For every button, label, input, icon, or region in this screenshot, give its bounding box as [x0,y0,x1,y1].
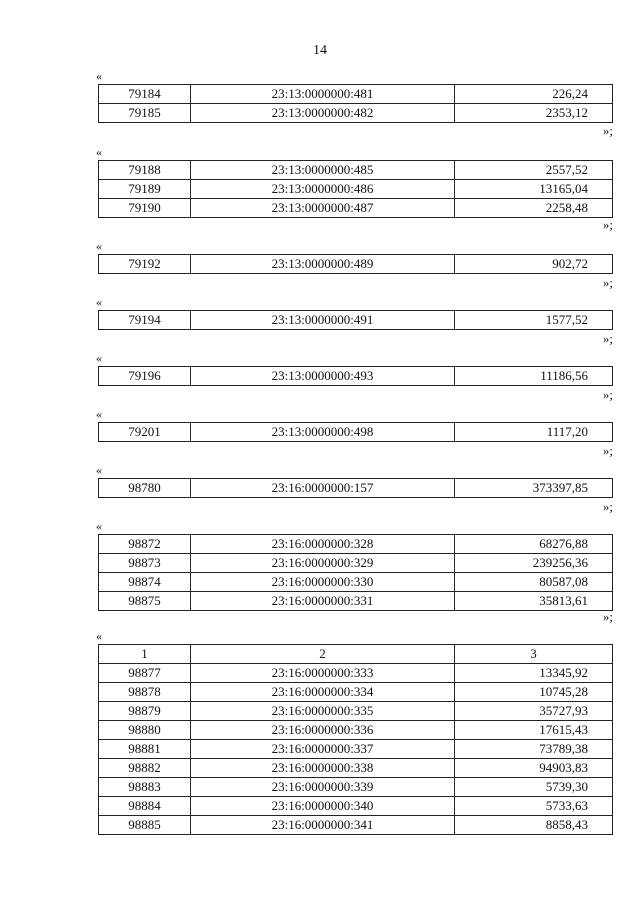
plot-number-cell: 79190 [99,199,191,218]
cadastral-number-cell: 23:13:0000000:491 [191,311,455,330]
cadastral-number-cell: 23:13:0000000:489 [191,255,455,274]
cadastral-number-cell: 23:16:0000000:341 [191,816,455,835]
area-cell: 5739,30 [455,778,613,797]
area-cell: 35813,61 [455,592,613,611]
area-cell: 1577,52 [455,311,613,330]
plot-number-cell: 98873 [99,554,191,573]
plot-number-cell: 98780 [99,479,191,498]
area-cell: 239256,36 [455,554,613,573]
area-cell: 73789,38 [455,740,613,759]
area-cell: 8858,43 [455,816,613,835]
cadastral-number-cell: 23:16:0000000:334 [191,683,455,702]
opening-quote: « [96,519,102,533]
closing-quote: »; [602,443,613,458]
table-row [99,311,613,330]
table-row [99,573,613,592]
plot-number-cell: 98884 [99,797,191,816]
table-row [99,180,613,199]
area-cell: 80587,08 [455,573,613,592]
opening-quote: « [96,145,102,159]
cadastral-number-cell: 23:16:0000000:340 [191,797,455,816]
closing-quote: »; [602,123,613,138]
closing-quote: »; [602,331,613,346]
area-cell: 13345,92 [455,664,613,683]
opening-quote: « [96,463,102,477]
opening-quote: « [96,295,102,309]
table-row [99,255,613,274]
cadastral-number-cell: 23:16:0000000:329 [191,554,455,573]
area-cell: 10745,28 [455,683,613,702]
opening-quote: « [96,351,102,365]
area-cell: 68276,88 [455,535,613,554]
opening-quote: « [96,239,102,253]
plot-number-cell: 98881 [99,740,191,759]
plot-number-cell: 79188 [99,161,191,180]
cadastral-number-cell: 23:13:0000000:485 [191,161,455,180]
area-cell: 13165,04 [455,180,613,199]
table-row [99,104,613,123]
area-cell: 2353,12 [455,104,613,123]
table-row [99,778,613,797]
table-row [99,479,613,498]
table-row [99,592,613,611]
plot-number-cell: 98880 [99,721,191,740]
cadastral-number-cell: 23:16:0000000:333 [191,664,455,683]
land-plot-table [98,84,613,123]
table-row [99,664,613,683]
plot-number-cell: 79185 [99,104,191,123]
area-cell: 17615,43 [455,721,613,740]
cadastral-number-cell: 23:13:0000000:486 [191,180,455,199]
plot-number-cell: 98875 [99,592,191,611]
table-row [99,797,613,816]
land-plot-table [98,310,613,330]
area-cell: 35727,93 [455,702,613,721]
cadastral-number-cell: 23:13:0000000:498 [191,423,455,442]
table-header-row [99,645,613,664]
plot-number-cell: 98877 [99,664,191,683]
table-row [99,740,613,759]
area-cell: 902,72 [455,255,613,274]
table-row [99,721,613,740]
plot-number-cell: 98879 [99,702,191,721]
cadastral-number-cell: 23:16:0000000:335 [191,702,455,721]
plot-number-cell: 79194 [99,311,191,330]
plot-number-cell: 79192 [99,255,191,274]
closing-quote: »; [602,387,613,402]
plot-number-cell: 79196 [99,367,191,386]
area-cell: 226,24 [455,85,613,104]
land-plot-table [98,478,613,498]
plot-number-cell: 98883 [99,778,191,797]
area-cell: 1117,20 [455,423,613,442]
table-row [99,199,613,218]
plot-number-cell: 98878 [99,683,191,702]
closing-quote: »; [602,275,613,290]
cadastral-number-cell: 23:16:0000000:336 [191,721,455,740]
area-cell: 373397,85 [455,479,613,498]
area-cell: 11186,56 [455,367,613,386]
plot-number-cell: 79184 [99,85,191,104]
table-row [99,423,613,442]
land-plot-table [98,534,613,611]
table-row [99,85,613,104]
land-plot-table [98,644,613,835]
table-row [99,702,613,721]
cadastral-number-cell: 23:13:0000000:493 [191,367,455,386]
cadastral-number-cell: 23:16:0000000:330 [191,573,455,592]
land-plot-table [98,366,613,386]
opening-quote: « [96,407,102,421]
plot-number-cell: 79201 [99,423,191,442]
opening-quote: « [96,629,102,643]
land-plot-table [98,422,613,442]
area-cell: 2258,48 [455,199,613,218]
cadastral-number-cell: 23:13:0000000:487 [191,199,455,218]
cadastral-number-cell: 2 [191,645,455,664]
cadastral-number-cell: 23:13:0000000:481 [191,85,455,104]
land-plot-table [98,254,613,274]
table-row [99,535,613,554]
cadastral-number-cell: 23:13:0000000:482 [191,104,455,123]
table-row [99,759,613,778]
closing-quote: »; [602,609,613,624]
plot-number-cell: 98874 [99,573,191,592]
cadastral-number-cell: 23:16:0000000:331 [191,592,455,611]
table-row [99,161,613,180]
area-cell: 3 [455,645,613,664]
plot-number-cell: 98882 [99,759,191,778]
area-cell: 94903,83 [455,759,613,778]
cadastral-number-cell: 23:16:0000000:328 [191,535,455,554]
table-row [99,683,613,702]
plot-number-cell: 79189 [99,180,191,199]
opening-quote: « [96,69,102,83]
area-cell: 2557,52 [455,161,613,180]
table-row [99,367,613,386]
table-row [99,554,613,573]
plot-number-cell: 98872 [99,535,191,554]
table-row [99,816,613,835]
cadastral-number-cell: 23:16:0000000:337 [191,740,455,759]
closing-quote: »; [602,217,613,232]
cadastral-number-cell: 23:16:0000000:338 [191,759,455,778]
page-number: 14 [313,43,327,58]
plot-number-cell: 98885 [99,816,191,835]
area-cell: 5733,63 [455,797,613,816]
cadastral-number-cell: 23:16:0000000:339 [191,778,455,797]
cadastral-number-cell: 23:16:0000000:157 [191,479,455,498]
plot-number-cell: 1 [99,645,191,664]
land-plot-table [98,160,613,218]
closing-quote: »; [602,499,613,514]
